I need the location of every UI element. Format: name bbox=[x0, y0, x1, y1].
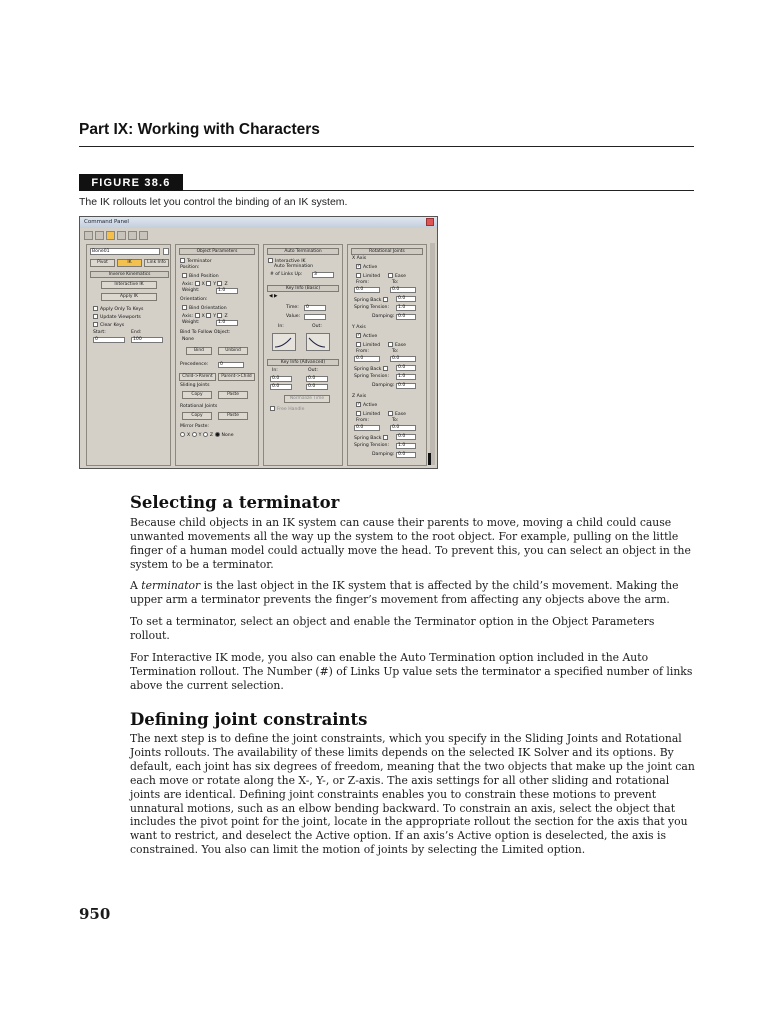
auto-termination-label: Auto Termination bbox=[274, 264, 314, 269]
value-field[interactable] bbox=[304, 314, 326, 320]
figure-caption: The IK rollouts let you control the binding of an IK system. bbox=[79, 196, 348, 208]
precedence-label: Precedence: bbox=[180, 362, 209, 367]
time-label: Time: bbox=[286, 305, 299, 310]
y-spring-back-field[interactable] bbox=[396, 365, 416, 371]
header-rule bbox=[79, 146, 694, 147]
normalize-time-button[interactable]: Normalize Time bbox=[284, 395, 330, 403]
adv-in-label: In: bbox=[272, 368, 278, 373]
out-tangent-curve-icon[interactable] bbox=[306, 333, 330, 351]
start-value: 0 bbox=[95, 337, 98, 342]
y-limited-check[interactable]: Limited bbox=[356, 342, 380, 349]
object-color-swatch[interactable] bbox=[163, 248, 169, 255]
close-icon[interactable] bbox=[426, 218, 434, 226]
utilities-tab-icon[interactable] bbox=[139, 231, 148, 240]
x-from-value: 0.0 bbox=[356, 287, 364, 292]
time-field[interactable] bbox=[304, 305, 326, 311]
key-nav-arrows[interactable]: ◀ ▶ bbox=[269, 294, 278, 299]
end-value: 100 bbox=[133, 337, 142, 342]
rotational-joints-label: Rotational Joints bbox=[180, 404, 218, 409]
in-tangent-curve-icon[interactable] bbox=[272, 333, 296, 351]
x-spring-back-label[interactable]: Spring Back bbox=[354, 297, 390, 304]
mirror-paste-label: Mirror Paste: bbox=[180, 424, 209, 429]
position-axis-row: Axis: X Y Z bbox=[182, 282, 228, 287]
links-up-label: # of Links Up: bbox=[270, 272, 303, 277]
panel-toolbar bbox=[84, 231, 148, 241]
paragraph-terminator-intro: Because child objects in an IK system can cause their parents to move, moving a child could cause unwanted movements all the way up the system to the root object. For example, pulling on the little finger of a human model could actually move the head. To prevent this, you can select an object in the system to be a terminator. bbox=[130, 516, 691, 571]
x-damping-value: 0.0 bbox=[398, 314, 406, 319]
start-field[interactable] bbox=[93, 337, 125, 343]
adv-in-field-1[interactable] bbox=[270, 376, 292, 382]
apply-ik-button[interactable]: Apply IK bbox=[101, 293, 157, 301]
command-panel-titlebar bbox=[80, 217, 437, 228]
z-limited-check[interactable]: Limited bbox=[356, 411, 380, 418]
display-tab-icon[interactable] bbox=[128, 231, 137, 240]
section-heading-terminator: Selecting a terminator bbox=[130, 493, 340, 512]
free-handle-check[interactable]: Free Handle bbox=[270, 406, 304, 413]
adv-in-field-2[interactable] bbox=[270, 384, 292, 390]
rollout-key-info-basic[interactable]: Key Info (Basic) bbox=[267, 285, 339, 292]
y-damping-label: Damping: bbox=[372, 383, 395, 388]
adv-out-field-2[interactable] bbox=[306, 384, 328, 390]
precedence-value: 0 bbox=[220, 362, 223, 367]
bind-button[interactable]: Bind bbox=[186, 347, 212, 355]
object-name-value: Bone01 bbox=[92, 249, 110, 254]
z-damping-label: Damping: bbox=[372, 452, 395, 457]
create-tab-icon[interactable] bbox=[84, 231, 93, 240]
rollout-rotational-joints[interactable]: Rotational Joints bbox=[351, 248, 423, 255]
y-from-value: 0.0 bbox=[356, 356, 364, 361]
y-to-value: 0.0 bbox=[392, 356, 400, 361]
in-tangent-label: In: bbox=[278, 324, 284, 329]
sliding-joints-label: Sliding Joints bbox=[180, 383, 210, 388]
p2-term: terminator bbox=[141, 579, 201, 592]
figure-rule bbox=[183, 190, 694, 191]
position-weight-value: 1.0 bbox=[218, 288, 226, 293]
running-header: Part IX: Working with Characters bbox=[79, 121, 320, 138]
position-weight-field[interactable] bbox=[216, 288, 238, 294]
adv-in-value-1: 0.0 bbox=[272, 376, 280, 381]
p2-prefix: A bbox=[130, 579, 142, 592]
panel-scroll-thumb[interactable] bbox=[428, 453, 431, 465]
orientation-label: Orientation: bbox=[180, 297, 208, 302]
x-damping-label: Damping: bbox=[372, 314, 395, 319]
x-ease-check[interactable]: Ease bbox=[388, 273, 406, 280]
rollout-inverse-kinematics[interactable]: Inverse Kinematics bbox=[90, 271, 169, 278]
y-damping-value: 0.0 bbox=[398, 383, 406, 388]
section-heading-joint-constraints: Defining joint constraints bbox=[130, 710, 368, 729]
z-damping-field[interactable] bbox=[396, 452, 416, 458]
x-from-field[interactable] bbox=[354, 287, 380, 293]
z-from-field[interactable] bbox=[354, 425, 380, 431]
adv-out-value-1: 0.0 bbox=[308, 376, 316, 381]
command-panel-title: Command Panel bbox=[84, 219, 129, 225]
x-to-label: To: bbox=[392, 280, 399, 285]
precedence-field[interactable] bbox=[218, 362, 244, 368]
adv-out-value-2: 0.0 bbox=[308, 384, 316, 389]
bind-position-check[interactable]: Bind Position bbox=[182, 273, 219, 280]
column-auto-termination bbox=[263, 244, 343, 466]
z-to-label: To: bbox=[392, 418, 399, 423]
tab-ik[interactable]: IK bbox=[117, 259, 142, 267]
z-spring-tension-value: 1.0 bbox=[398, 443, 406, 448]
rollout-object-parameters[interactable]: Object Parameters bbox=[179, 248, 255, 255]
update-viewports-check[interactable]: Update Viewports bbox=[93, 314, 141, 321]
paragraph-terminator-definition bbox=[130, 579, 695, 607]
paragraph-joint-constraints: The next step is to define the joint constraints, which you specify in the Sliding Joints and Rotational Joints rollouts. The availability of these limits depends on the selected IK Solver and its options. By default, each joint has six degrees of freedom, meaning that the two objects that make up the joint can each move or rotate along the X-, Y-, or Z-axis. The axis settings for all other sliding and rotational joints are identical. Defining joint constraints enables you to constrain these motions to prevent unnatural motions, such as an elbow bending backward. To constrain an axis, select the object that includes the pivot point for the joint, locate in the appropriate rollout the section for the axis that you want to restrict, and deselect the Active option. If an axis’s Active option is deselected, the axis is constrained. You also can limit the motion of joints by selecting the Limited option. bbox=[130, 732, 695, 857]
hierarchy-tab-icon[interactable] bbox=[106, 231, 115, 240]
x-spring-back-value: 0.0 bbox=[398, 296, 406, 301]
clear-keys-check[interactable]: Clear Keys bbox=[93, 322, 124, 329]
y-spring-back-value: 0.0 bbox=[398, 365, 406, 370]
x-limited-check[interactable]: Limited bbox=[356, 273, 380, 280]
z-spring-tension-field[interactable] bbox=[396, 443, 416, 449]
paragraph-set-terminator: To set a terminator, select an object and enable the Terminator option in the Object Parameters rollout. bbox=[130, 615, 655, 642]
z-ease-check[interactable]: Ease bbox=[388, 411, 406, 418]
links-up-value: 3 bbox=[314, 272, 317, 277]
x-damping-field[interactable] bbox=[396, 314, 416, 320]
interactive-ik-check[interactable]: Interactive IK bbox=[268, 258, 306, 265]
paragraph-auto-termination: For Interactive IK mode, you also can enable the Auto Termination option included in the Auto Termination rollout. The Number (#) of Links Up value sets the terminator a specified number of links above the current selection. bbox=[130, 651, 693, 692]
adv-out-label: Out: bbox=[308, 368, 318, 373]
y-spring-tension-field[interactable] bbox=[396, 374, 416, 380]
bind-follow-none: None bbox=[182, 337, 194, 342]
z-spring-back-value: 0.0 bbox=[398, 434, 406, 439]
time-value: 0 bbox=[306, 305, 309, 310]
y-ease-check[interactable]: Ease bbox=[388, 342, 406, 349]
figure-screenshot bbox=[79, 216, 438, 469]
tab-link-info[interactable]: Link Info bbox=[144, 259, 169, 267]
interactive-ik-button[interactable]: Interactive IK bbox=[101, 281, 157, 289]
z-spring-back-field[interactable] bbox=[396, 434, 416, 440]
parent-child-button[interactable]: Parent->Child bbox=[218, 373, 255, 381]
adv-out-field-1[interactable] bbox=[306, 376, 328, 382]
rollout-auto-termination[interactable]: Auto Termination bbox=[267, 248, 339, 255]
bind-orientation-check[interactable]: Bind Orientation bbox=[182, 305, 227, 312]
x-to-field[interactable] bbox=[390, 287, 416, 293]
sliding-copy-button[interactable]: Copy bbox=[182, 391, 212, 399]
orientation-weight-field[interactable] bbox=[216, 320, 238, 326]
x-spring-tension-field[interactable] bbox=[396, 305, 416, 311]
x-to-value: 0.0 bbox=[392, 287, 400, 292]
rollout-key-info-advanced[interactable]: Key Info (Advanced) bbox=[267, 359, 339, 366]
x-axis-title: X Axis bbox=[352, 256, 367, 261]
links-up-field[interactable] bbox=[312, 272, 334, 278]
unbind-button[interactable]: Unbind bbox=[218, 347, 248, 355]
terminator-check[interactable]: Terminator bbox=[180, 258, 212, 265]
position-label: Position: bbox=[180, 265, 200, 270]
object-name-field[interactable] bbox=[90, 248, 160, 255]
y-spring-back-label[interactable]: Spring Back bbox=[354, 366, 390, 373]
z-to-field[interactable] bbox=[390, 425, 416, 431]
orientation-weight-value: 1.0 bbox=[218, 320, 226, 325]
out-tangent-label: Out: bbox=[312, 324, 322, 329]
z-damping-value: 0.0 bbox=[398, 452, 406, 457]
rotational-paste-button[interactable]: Paste bbox=[218, 412, 248, 420]
column-object-parameters bbox=[175, 244, 259, 466]
figure-label: FIGURE 38.6 bbox=[79, 174, 183, 191]
modify-tab-icon[interactable] bbox=[95, 231, 104, 240]
y-to-label: To: bbox=[392, 349, 399, 354]
position-weight-label: Weight: bbox=[182, 288, 200, 293]
orientation-axis-row: Axis: X Y Z bbox=[182, 314, 228, 319]
z-from-label: From: bbox=[356, 418, 369, 423]
column-rotational-joints bbox=[347, 244, 427, 466]
adv-in-value-2: 0.0 bbox=[272, 384, 280, 389]
z-spring-back-label[interactable]: Spring Back bbox=[354, 435, 390, 442]
apply-only-keys-check[interactable]: Apply Only To Keys bbox=[93, 306, 143, 313]
motion-tab-icon[interactable] bbox=[117, 231, 126, 240]
y-from-label: From: bbox=[356, 349, 369, 354]
mirror-paste-options[interactable]: X Y Z None bbox=[180, 432, 234, 439]
panel-scrollbar[interactable] bbox=[430, 243, 435, 465]
page-number: 950 bbox=[79, 905, 111, 923]
x-spring-tension-value: 1.0 bbox=[398, 305, 406, 310]
end-label: End: bbox=[131, 330, 142, 335]
orientation-weight-label: Weight: bbox=[182, 320, 200, 325]
child-parent-button[interactable]: Child->Parent bbox=[179, 373, 216, 381]
y-axis-title: Y Axis bbox=[352, 325, 366, 330]
x-spring-tension-label: Spring Tension: bbox=[354, 305, 389, 310]
tab-pivot[interactable]: Pivot bbox=[90, 259, 115, 267]
x-from-label: From: bbox=[356, 280, 369, 285]
y-spring-tension-label: Spring Tension: bbox=[354, 374, 389, 379]
z-from-value: 0.0 bbox=[356, 425, 364, 430]
z-axis-title: Z Axis bbox=[352, 394, 367, 399]
y-damping-field[interactable] bbox=[396, 383, 416, 389]
x-spring-back-field[interactable] bbox=[396, 296, 416, 302]
y-active-check[interactable]: ✓ Active bbox=[357, 333, 378, 339]
z-active-check[interactable]: ✓ Active bbox=[357, 402, 378, 408]
z-spring-tension-label: Spring Tension: bbox=[354, 443, 389, 448]
y-from-field[interactable] bbox=[354, 356, 380, 362]
end-field[interactable] bbox=[131, 337, 163, 343]
value-label: Value: bbox=[286, 314, 301, 319]
p2-rest: is the last object in the IK system that is affected by the child’s movement. Making the upper arm a terminator prevents the finger’s movement from affecting any objects above the arm. bbox=[130, 579, 679, 606]
x-active-check[interactable]: ✓ Active bbox=[357, 264, 378, 270]
bind-follow-label: Bind To Follow Object: bbox=[180, 330, 231, 335]
rotational-copy-button[interactable]: Copy bbox=[182, 412, 212, 420]
y-to-field[interactable] bbox=[390, 356, 416, 362]
column-hierarchy bbox=[86, 244, 171, 466]
start-label: Start: bbox=[93, 330, 106, 335]
y-spring-tension-value: 1.0 bbox=[398, 374, 406, 379]
z-to-value: 0.0 bbox=[392, 425, 400, 430]
sliding-paste-button[interactable]: Paste bbox=[218, 391, 248, 399]
